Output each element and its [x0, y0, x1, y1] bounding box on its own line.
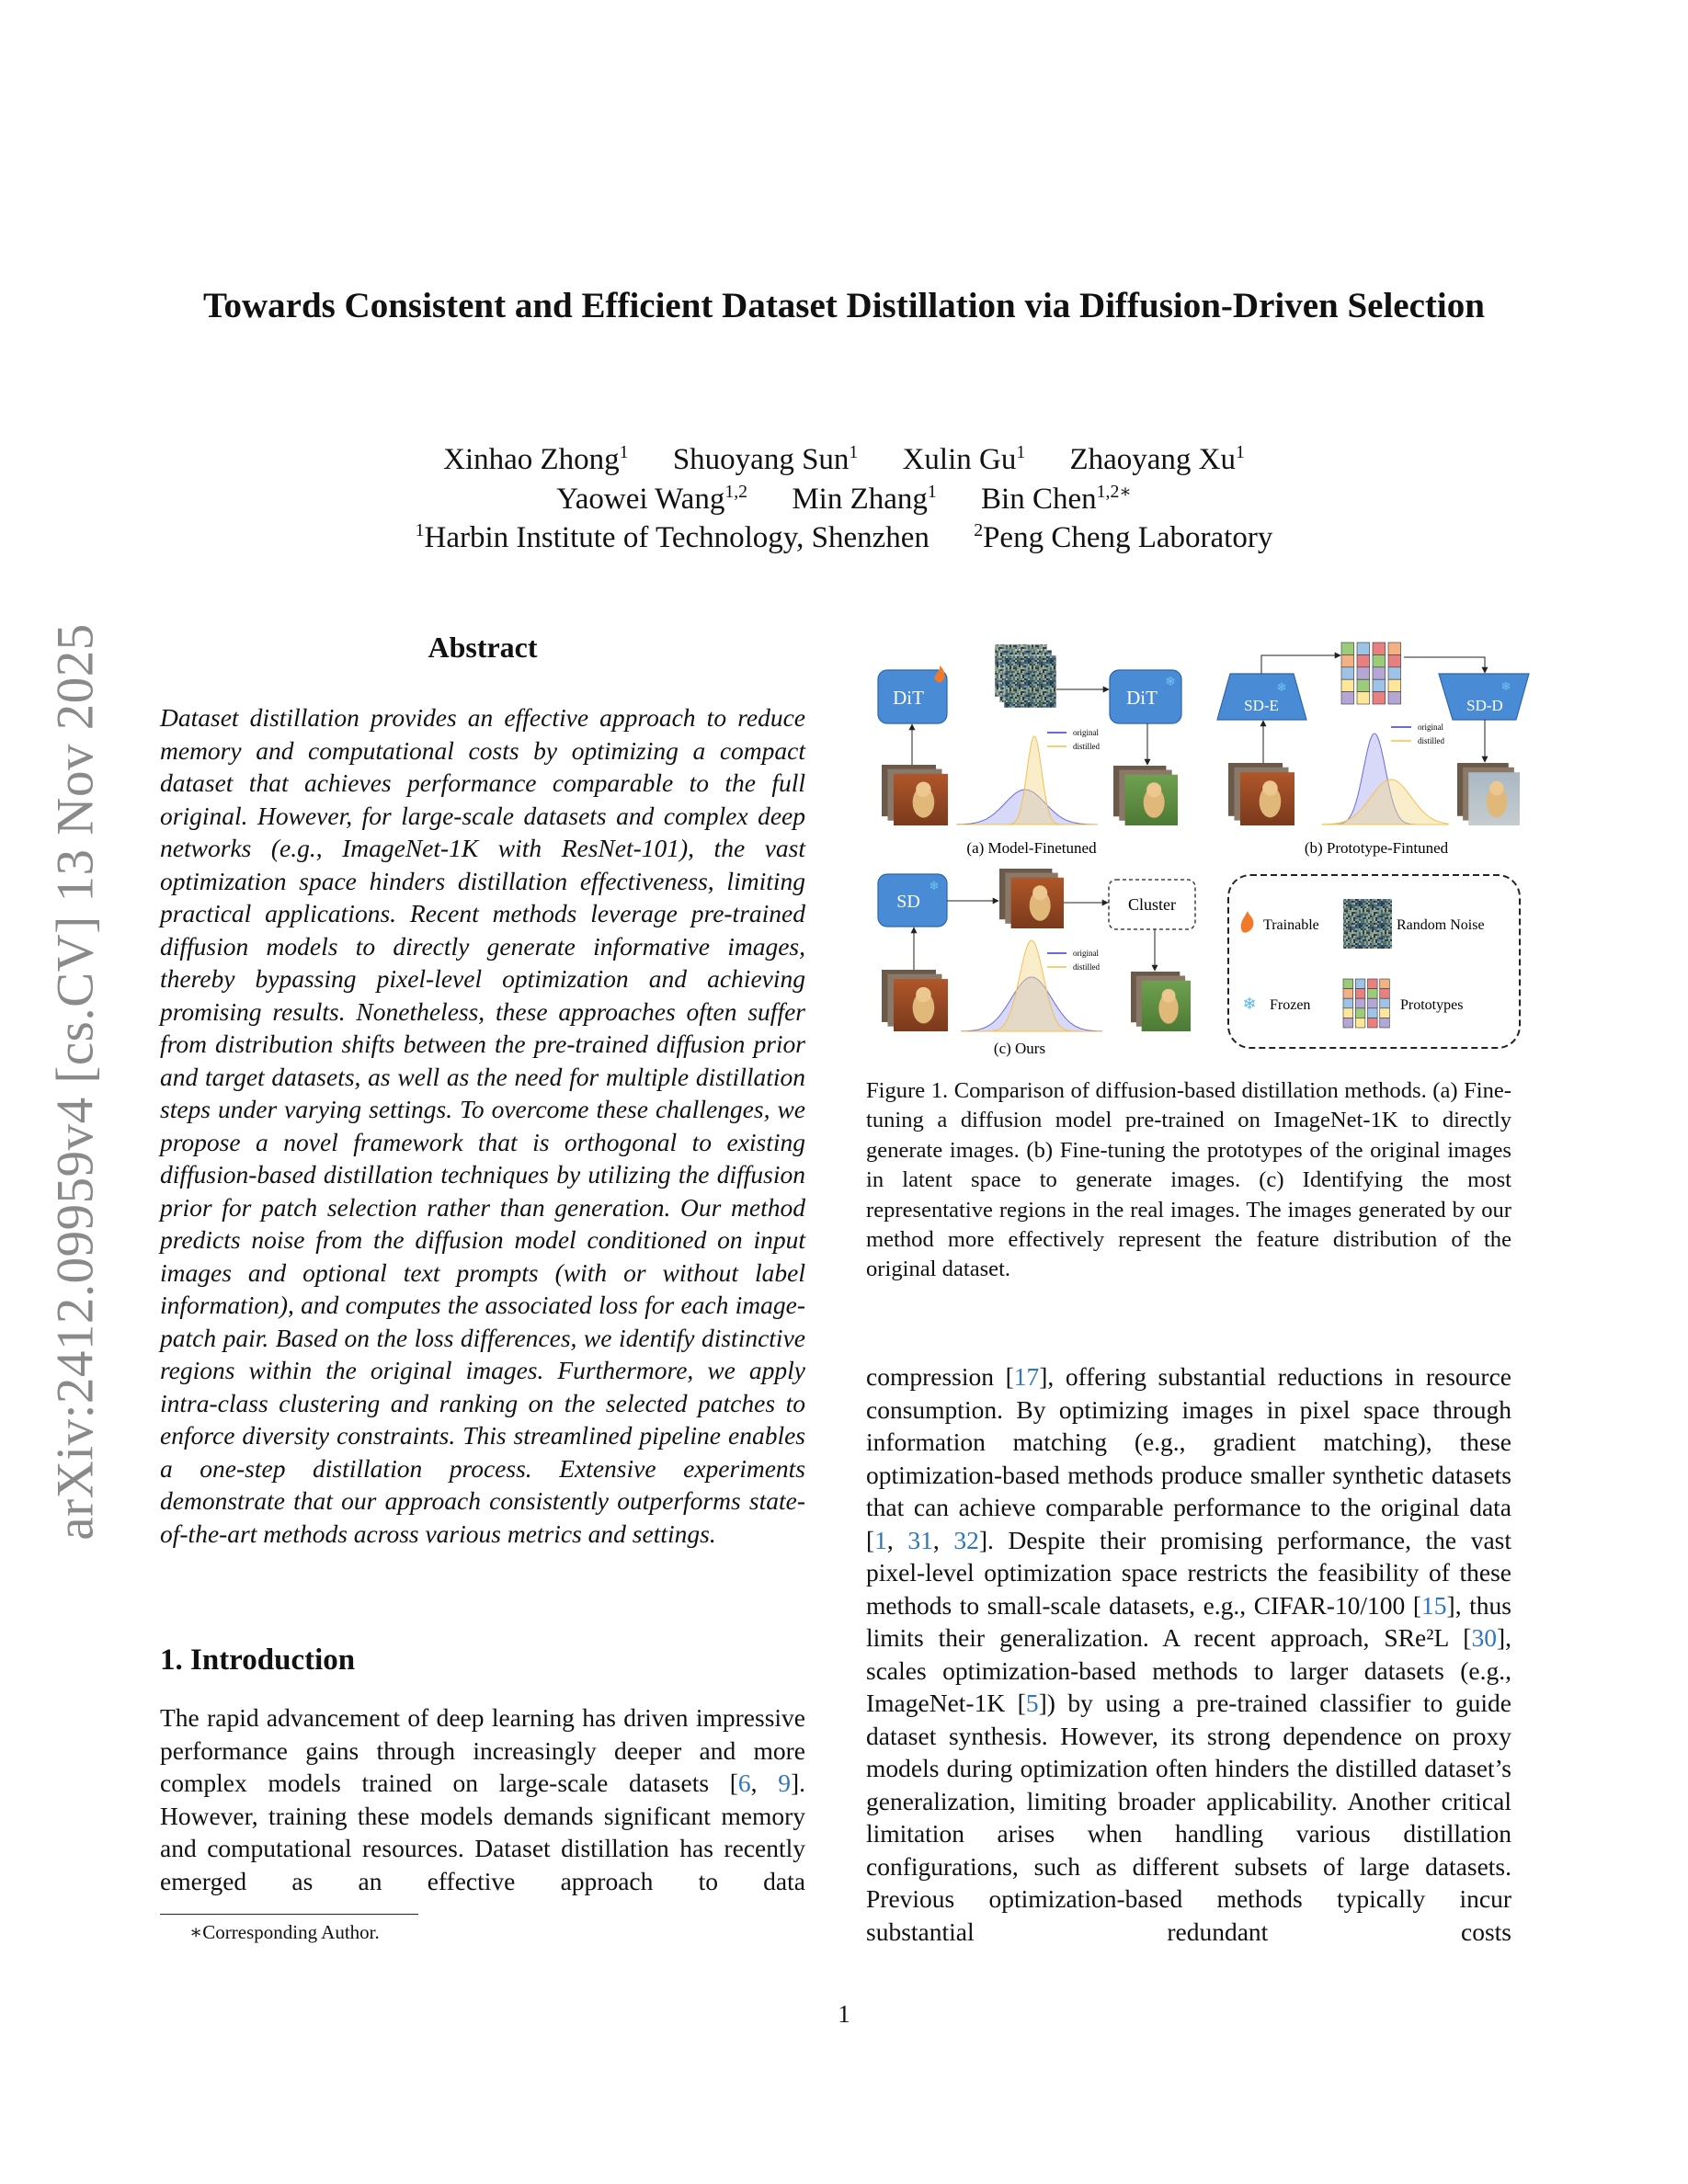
prototype-cell	[1380, 998, 1390, 1008]
image-stack	[1113, 766, 1178, 825]
citation-link[interactable]: 6	[737, 1769, 751, 1797]
author: Shuoyang Sun$^1$	[672, 442, 859, 476]
sd-label: SD	[896, 892, 920, 912]
dit-label: DiT	[893, 687, 924, 709]
affiliation: $^2$Peng Cheng Laboratory	[974, 520, 1273, 554]
prototype-cell	[1368, 1008, 1378, 1018]
citation-link[interactable]: 30	[1471, 1623, 1497, 1652]
intro-paragraph-right	[866, 1360, 1511, 1948]
curve-legend	[1391, 722, 1444, 745]
snowflake-icon: ❄	[1276, 680, 1287, 694]
prototype-cell	[1380, 979, 1390, 989]
legend-original: original	[1418, 722, 1443, 732]
image-stack	[882, 970, 948, 1031]
prototype-cell	[1388, 643, 1401, 654]
prototype-cell	[1341, 643, 1354, 654]
image-stack	[1457, 763, 1520, 825]
prototype-cell	[1388, 654, 1401, 666]
panel-a	[878, 644, 1181, 857]
author: Zhaoyang Xu$^1$	[1069, 442, 1245, 476]
prototype-cell	[1343, 998, 1353, 1008]
snowflake-icon: ❄	[1165, 676, 1176, 689]
paragraph-text: ]. However, training these models demands significant memory and computational resources. Dataset distillation has recently emerged as an effective approach to data	[160, 1769, 805, 1895]
cluster-label: Cluster	[1128, 895, 1176, 914]
paragraph-text: compression [	[866, 1362, 1014, 1391]
citation-link[interactable]: 1	[874, 1525, 887, 1554]
prototypes-grid	[1341, 643, 1401, 704]
legend-distilled: distilled	[1073, 962, 1100, 972]
author: Min Zhang$^1$	[792, 482, 937, 516]
image-stack	[999, 869, 1064, 928]
figure-caption: Figure 1. Comparison of diffusion-based distillation methods. (a) Fine-tuning a diffusion model pre-trained on ImageNet-1K to directly generate images. (b) Fine-tuning the prototypes of the original images in latent space to generate images. (c) Identifying the most representative regions in the real images. The images generated by our method more effectively represent the feature distribution of the original dataset.	[866, 1078, 1511, 1282]
image-stack	[1131, 972, 1191, 1031]
author: Yaowei Wang$^{1,2}$	[556, 482, 748, 516]
prototype-cell	[1373, 679, 1386, 691]
prototype-cell	[1341, 667, 1354, 679]
citation-link[interactable]: 15	[1421, 1590, 1447, 1620]
distilled-distribution-curve	[1322, 779, 1448, 825]
author: Xulin Gu$^1$	[902, 442, 1026, 476]
prototype-cell	[1357, 679, 1370, 691]
arrow	[1404, 657, 1485, 673]
key-random-noise: Random Noise	[1397, 917, 1485, 933]
prototype-cell	[1355, 998, 1365, 1008]
figure-key	[1228, 875, 1520, 1048]
legend-original: original	[1073, 728, 1099, 737]
prototype-cell	[1388, 667, 1401, 679]
author: Bin Chen$^{1,2∗}$	[981, 482, 1132, 516]
prototype-cell	[1373, 667, 1386, 679]
citation-link[interactable]: 17	[1013, 1362, 1040, 1391]
prototype-cell	[1388, 692, 1401, 704]
image-stack	[882, 765, 948, 825]
paragraph-text: ,	[750, 1769, 779, 1797]
prototype-cell	[1343, 1018, 1353, 1028]
panel-b-label: (b) Prototype-Fintuned	[1304, 839, 1449, 857]
prototype-cell	[1380, 1018, 1390, 1028]
prototype-cell	[1357, 643, 1370, 654]
noise-swatch	[1343, 899, 1392, 949]
random-noise-stack	[995, 644, 1056, 708]
arrow	[1261, 655, 1340, 674]
prototype-cell	[1341, 679, 1354, 691]
citation-link[interactable]: 5	[1025, 1689, 1039, 1717]
prototype-cell	[1355, 989, 1365, 999]
prototype-cell	[1368, 998, 1378, 1008]
prototype-cell	[1368, 1018, 1378, 1028]
snowflake-icon: ❄	[1500, 679, 1511, 693]
introduction-heading: 1. Introduction	[160, 1644, 356, 1677]
footnote: ∗Corresponding Author.	[189, 1921, 380, 1943]
abstract-heading: Abstract	[428, 631, 538, 664]
paragraph-text: ,	[886, 1525, 908, 1554]
prototype-cell	[1355, 1008, 1365, 1018]
prototype-cell	[1368, 979, 1378, 989]
authors-line-2	[184, 480, 1504, 518]
paper-title: Towards Consistent and Efficient Dataset Distillation via Diffusion-Driven Selection	[203, 286, 1485, 325]
paragraph-text: The rapid advancement of deep learning has driven impressive performance gains through increasingly deeper and more complex models trained on large-scale datasets [	[160, 1703, 805, 1797]
page-number: 1	[838, 2000, 850, 2028]
prototype-cell	[1380, 1008, 1390, 1018]
prototype-cell	[1357, 692, 1370, 704]
prototype-cell	[1343, 1008, 1353, 1018]
legend-distilled: distilled	[1418, 736, 1444, 745]
prototype-cell	[1373, 643, 1386, 654]
sd-d-label: SD-D	[1466, 697, 1503, 714]
panel-a-label: (a) Model-Finetuned	[966, 839, 1097, 857]
footnote-rule	[160, 1914, 418, 1915]
prototype-cell	[1357, 654, 1370, 666]
snowflake-icon: ❄	[1242, 995, 1257, 1013]
panel-b	[1217, 643, 1529, 857]
prototype-cell	[1355, 979, 1365, 989]
prototype-cell	[1341, 654, 1354, 666]
sd-e-label: SD-E	[1244, 697, 1279, 714]
paragraph-text: ]. Despite their promising performance, the vast pixel-level optimization space restricts the feasibility of these methods to small-scale datasets, e.g., CIFAR-10/100 [	[866, 1525, 1512, 1620]
panel-c	[878, 869, 1195, 1057]
citation-link[interactable]: 32	[953, 1525, 979, 1554]
prototype-cell	[1368, 989, 1378, 999]
prototype-cell	[1373, 654, 1386, 666]
affiliation: $^1$Harbin Institute of Technology, Shenzhen	[415, 520, 930, 554]
key-prototypes: Prototypes	[1400, 997, 1464, 1013]
prototype-cell	[1373, 692, 1386, 704]
intro-paragraph-left	[160, 1701, 805, 1897]
abstract-text: Dataset distillation provides an effective approach to reduce memory and computational costs by optimizing a compact dataset that achieves performance comparable to the full original. However, for large-scale datasets and complex deep networks (e.g., ImageNet-1K with ResNet-101), the vast optimization space hinders distillation effectiveness, limiting practical applications. Recent methods leverage pre-trained diffusion models to directly generate informative images, thereby bypassing pixel-level optimization and achieving promising results. Nonetheless, these approaches often suffer from distribution shifts between the pre-trained diffusion prior and target datasets, as well as the need for multiple distillation steps under varying settings. To overcome these challenges, we propose a novel framework that is orthogonal to existing diffusion-based distillation techniques by utilizing the diffusion prior for patch selection rather than generation. Our method predicts noise from the diffusion model conditioned on input images and optional text prompts (with or without label information), and computes the associated loss for each image-patch pair. Based on the loss differences, we identify distinctive regions within the original images. Furthermore, we apply intra-class clustering and ranking on the selected patches to enforce diversity constraints. This streamlined pipeline enables a one-step distillation process. Extensive experiments demonstrate that our approach consistently outperforms state-of-the-art methods across various metrics and settings.	[160, 703, 805, 1548]
prototype-cell	[1357, 667, 1370, 679]
prototype-cell	[1343, 989, 1353, 999]
paragraph-text: ], scales optimization-based methods to larger datasets (e.g., ImageNet-1K [	[866, 1623, 1511, 1717]
dit-label: DiT	[1126, 687, 1158, 709]
paragraph-text: ]) by using a pre-trained classifier to guide dataset synthesis. However, its strong dependence on proxy models during optimization often hinders the distilled dataset’s generalization, limiting broader applicability. Another critical limitation arises when handling various distillation configurations, such as different subsets of large datasets. Previous optimization-based methods typically incur substantial redundant costs	[866, 1689, 1512, 1946]
paragraph-text: ], thus limits their generalization. A recent approach, SRe²L [	[866, 1590, 1512, 1652]
noise-image	[1004, 655, 1056, 708]
panel-c-label: (c) Ours	[993, 1040, 1046, 1057]
paragraph-text: ,	[932, 1525, 954, 1554]
authors-line-1	[184, 440, 1504, 479]
prototype-cell	[1380, 989, 1390, 999]
image-stack	[1228, 763, 1295, 825]
paragraph-text: ], offering substantial reductions in resource consumption. By optimizing images in pixel space through information matching (e.g., gradient matching), these optimization-based methods produce smaller synthetic datasets that can achieve comparable performance to the original data [	[866, 1362, 1511, 1554]
flame-icon	[1241, 911, 1254, 933]
key-trainable: Trainable	[1263, 917, 1319, 933]
figure-1-diagram	[855, 625, 1535, 1057]
prototype-cell	[1388, 679, 1401, 691]
prototype-cell	[1355, 1018, 1365, 1028]
legend-distilled: distilled	[1073, 742, 1100, 751]
citation-link[interactable]: 31	[907, 1525, 933, 1554]
citation-link[interactable]: 9	[778, 1769, 791, 1797]
author: Xinhao Zhong$^1$	[443, 442, 629, 476]
arxiv-stamp: arXiv:2412.09959v4 [cs.CV] 13 Nov 2025	[46, 623, 105, 1541]
snowflake-icon: ❄	[929, 879, 940, 893]
key-frozen: Frozen	[1270, 997, 1311, 1013]
curve-legend	[1047, 949, 1100, 972]
curve-legend	[1047, 728, 1100, 751]
affiliations	[184, 518, 1504, 557]
prototype-cell	[1343, 979, 1353, 989]
prototypes-swatch	[1343, 979, 1389, 1028]
legend-original: original	[1073, 949, 1099, 958]
prototype-cell	[1341, 692, 1354, 704]
